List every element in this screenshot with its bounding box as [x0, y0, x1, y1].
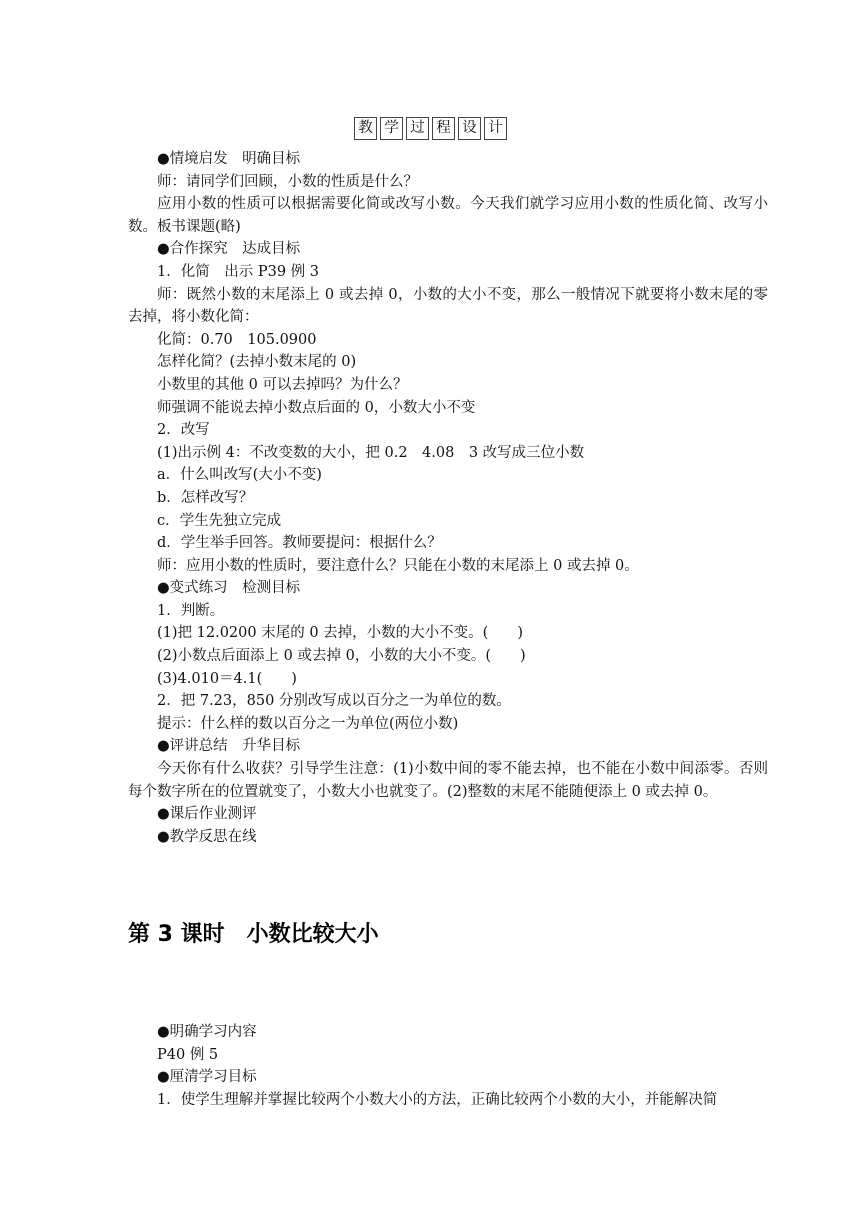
paragraph: 今天你有什么收获？引导学生注意：(1)小数中间的零不能去掉，也不能在小数中间添零。否则每个数字所在的位置就变了，小数大小也就变了。(2)整数的末尾不能随便添上 0 或去掉 0。 [128, 761, 768, 800]
text-line: b．怎样改写？ [157, 489, 254, 506]
text-line: P40 例 5 [157, 1046, 219, 1063]
header-char: 教 [354, 117, 377, 140]
header-char: 学 [380, 117, 403, 140]
section-heading: ●教学反思在线 [157, 828, 257, 845]
text-line: 化简：0.70 105.0900 [157, 331, 317, 348]
text-line: (2)小数点后面添上 0 或去掉 0，小数的大小不变。( ) [157, 648, 526, 665]
text-line: a．什么叫改写(大小不变) [157, 467, 322, 484]
text-line: 提示：什么样的数以百分之一为单位(两位小数) [157, 715, 459, 732]
section-heading: ●明确学习内容 [157, 1024, 257, 1040]
text-line: c．学生先独立完成 [157, 512, 282, 529]
teaching-process-design-header [0, 117, 860, 140]
text-line: 2．把 7.23，850 分别改写成以百分之一为单位的数。 [157, 693, 511, 710]
lesson-content [128, 1021, 768, 1111]
section-heading: ●课后作业测评 [157, 806, 257, 823]
text-line: 怎样化简？(去掉小数末尾的 0) [157, 354, 357, 371]
text-line: d．学生举手回答。教师要提问：根据什么？ [157, 535, 442, 552]
paragraph: 应用小数的性质可以根据需要化简或改写小数。今天我们就学习应用小数的性质化简、改写小数。板书课题(略) [128, 196, 768, 235]
text-line: 1．使学生理解并掌握比较两个小数大小的方法，正确比较两个小数的大小，并能解决简 [157, 1091, 718, 1108]
item-title: 1．化简 出示 P39 例 3 [157, 263, 319, 280]
section-heading: ●情境启发 明确目标 [157, 151, 301, 167]
header-char: 计 [484, 117, 507, 140]
text-line: (3)4.010＝4.1( ) [157, 670, 297, 687]
header-char: 设 [458, 117, 481, 140]
section-heading: ●变式练习 检测目标 [157, 580, 301, 597]
text-line: 师：请同学们回顾，小数的性质是什么？ [157, 173, 418, 190]
text-line: 师强调不能说去掉小数点后面的 0，小数大小不变 [157, 399, 476, 416]
item-title: 2．改写 [157, 422, 210, 439]
text-line: (1)出示例 4：不改变数的大小，把 0.2 4.08 3 改写成三位小数 [157, 444, 585, 461]
text-line: 1．判断。 [157, 602, 225, 619]
text-line: 师：应用小数的性质时，要注意什么？只能在小数的末尾添上 0 或去掉 0。 [157, 557, 639, 574]
header-char: 程 [432, 117, 455, 140]
section-heading: ●合作探究 达成目标 [157, 241, 301, 258]
lesson-title: 第 3 课时 小数比较大小 [128, 922, 379, 947]
section-heading: ●厘清学习目标 [157, 1069, 257, 1086]
header-char: 过 [406, 117, 429, 140]
section-heading: ●评讲总结 升华目标 [157, 738, 301, 755]
text-line: (1)把 12.0200 末尾的 0 去掉，小数的大小不变。( ) [157, 625, 523, 642]
main-content [128, 148, 768, 848]
paragraph: 师：既然小数的末尾添上 0 或去掉 0，小数的大小不变，那么一般情况下就要将小数末尾的零去掉，将小数化简： [128, 286, 768, 326]
text-line: 小数里的其他 0 可以去掉吗？为什么？ [157, 376, 408, 393]
